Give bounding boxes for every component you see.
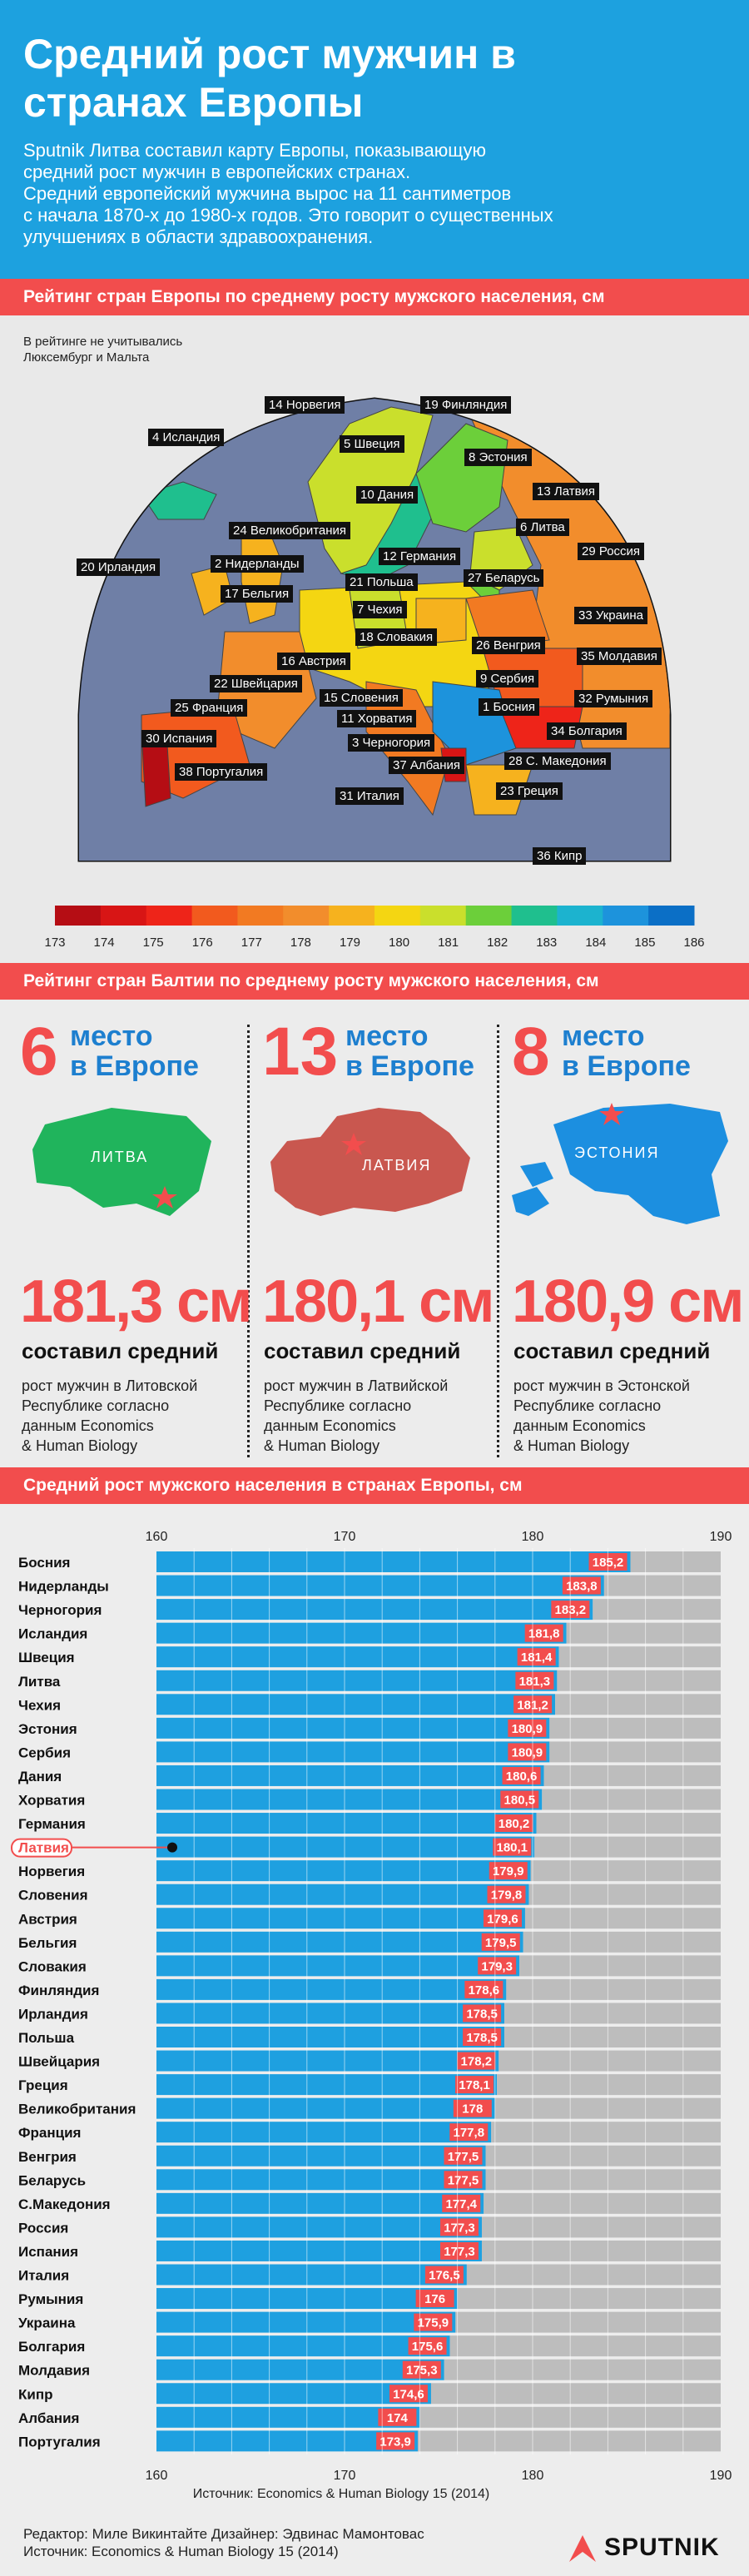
bar — [156, 1741, 549, 1762]
map-label: 15 Словения — [320, 689, 403, 707]
bar — [156, 1837, 534, 1858]
bar-remainder — [491, 2122, 721, 2142]
bar — [156, 2051, 499, 2072]
category-label: Польша — [18, 2030, 75, 2046]
map-label: 6 Литва — [516, 519, 569, 536]
bar — [156, 2265, 467, 2286]
value-label: 179,5 — [484, 1935, 517, 1950]
map-label: 27 Беларусь — [464, 569, 543, 587]
bar-remainder — [557, 1670, 721, 1691]
bar-remainder — [534, 1837, 721, 1858]
bar-remainder — [486, 2146, 722, 2167]
value-label: 178,5 — [466, 2007, 498, 2022]
value-label: 179,6 — [487, 1912, 518, 1927]
map-label: 13 Латвия — [533, 483, 599, 500]
bar-remainder — [542, 1789, 721, 1810]
bar — [156, 2146, 486, 2167]
scale-swatch — [466, 906, 512, 926]
bar-remainder — [504, 2027, 721, 2047]
map-label: 32 Румыния — [574, 690, 652, 707]
height-value: 180,9 см — [512, 1268, 743, 1335]
bar-remainder — [519, 1955, 721, 1976]
map-label: 31 Италия — [335, 787, 404, 805]
bar-remainder — [458, 2288, 721, 2309]
bar — [156, 1884, 528, 1905]
map-label: 1 Босния — [479, 698, 539, 716]
scale-swatch — [329, 906, 374, 926]
bar — [156, 1979, 506, 2000]
bar-remainder — [559, 1646, 721, 1667]
x-tick-label-bottom: 190 — [709, 2468, 732, 2483]
value-label: 174 — [386, 2410, 408, 2425]
bar-remainder — [444, 2360, 721, 2380]
scale-label: 174 — [93, 936, 115, 950]
scale-swatch — [283, 906, 329, 926]
category-label: Сербия — [18, 1745, 71, 1761]
category-label: Кипр — [18, 2386, 53, 2403]
desc-line: данным Economics — [264, 1417, 396, 1434]
bar-remainder — [593, 1599, 721, 1620]
rank-number: 6 — [20, 1014, 58, 1089]
baltic-card-estonia — [512, 1000, 749, 1467]
category-label: Чехия — [18, 1697, 61, 1714]
bar-remainder — [525, 1908, 721, 1928]
desc-line: рост мужчин в Эстонской — [513, 1377, 690, 1394]
value-label: 178 — [462, 2102, 484, 2117]
bar — [156, 1670, 557, 1691]
map-label: 3 Черногория — [348, 734, 434, 752]
category-label: Норвегия — [18, 1864, 86, 1880]
rank-region: в Европе — [70, 1050, 199, 1082]
rank-text — [562, 1021, 691, 1081]
height-caption: составил средний — [513, 1338, 711, 1363]
map-label: 37 Албания — [389, 757, 464, 774]
category-label: Италия — [18, 2267, 70, 2284]
x-tick-label-bottom: 160 — [145, 2468, 168, 2483]
bar — [156, 1765, 544, 1786]
bar-remainder — [486, 2169, 722, 2190]
credits-line: Редактор: Миле Викинтайте Дизайнер: Эдвинас Мамонтовас — [23, 2526, 424, 2542]
rank-region: в Европе — [562, 1050, 691, 1082]
bar — [156, 2360, 444, 2380]
category-label: Словакия — [18, 1958, 87, 1975]
category-label: Латвия — [18, 1839, 69, 1856]
map-label: 38 Португалия — [175, 763, 267, 781]
map-color-scale — [55, 906, 695, 926]
intro-line: улучшениях в области здравоохранения. — [23, 226, 374, 247]
map-label: 11 Хорватия — [337, 710, 416, 727]
logo-text: SPUTNIK — [604, 2534, 720, 2561]
chart-banner: Средний рост мужского населения в странах Европы, см — [0, 1467, 749, 1504]
value-label: 177,5 — [447, 2173, 479, 2188]
map-note-line: В рейтинге не учитывались — [23, 335, 183, 349]
x-tick-label-top: 170 — [333, 1530, 356, 1544]
bar-remainder — [523, 1932, 721, 1953]
sputnik-logo-icon — [566, 2530, 599, 2564]
highlight-dot — [167, 1843, 177, 1853]
height-value: 180,1 см — [262, 1268, 494, 1335]
credits-line: Источник: Economics & Human Biology 15 (2014) — [23, 2544, 339, 2559]
bar-remainder — [467, 2265, 721, 2286]
category-label: Бельгия — [18, 1934, 77, 1951]
bar-remainder — [450, 2335, 721, 2356]
category-label: Словения — [18, 1887, 88, 1903]
chart-section — [0, 1504, 749, 2514]
height-description — [513, 1376, 738, 1456]
scale-swatch — [101, 906, 146, 926]
intro-line: средний рост мужчин в европейских странах. — [23, 161, 411, 182]
scale-swatch — [146, 906, 192, 926]
bar — [156, 2241, 482, 2261]
bar — [156, 1860, 531, 1881]
height-caption: составил средний — [264, 1338, 461, 1363]
category-label: Великобритания — [18, 2101, 136, 2117]
map-banner: Рейтинг стран Европы по среднему росту мужского населения, см — [0, 279, 749, 315]
bar — [156, 1789, 542, 1810]
country-name: ЛАТВИЯ — [362, 1157, 432, 1174]
bar-remainder — [431, 2383, 721, 2404]
desc-line: Республике согласно — [513, 1397, 662, 1414]
bar-remainder — [497, 2074, 721, 2095]
map-label: 4 Исландия — [148, 429, 224, 446]
value-label: 180,6 — [505, 1769, 538, 1784]
category-label: Хорватия — [18, 1792, 86, 1809]
value-label: 174,6 — [393, 2387, 424, 2402]
scale-label: 185 — [634, 936, 656, 950]
bar-remainder — [549, 1741, 721, 1762]
intro-text — [23, 140, 706, 248]
value-label: 177,3 — [444, 2244, 475, 2259]
bar-remainder — [537, 1813, 721, 1834]
map-label: 10 Дания — [356, 486, 418, 504]
bar — [156, 2169, 486, 2190]
bar — [156, 2193, 484, 2214]
scale-swatch — [420, 906, 466, 926]
credits — [23, 2525, 424, 2560]
rank-text — [345, 1021, 474, 1081]
scale-label: 180 — [389, 936, 410, 950]
map-label: 30 Испания — [141, 730, 216, 747]
bar-remainder — [506, 1979, 721, 2000]
desc-line: & Human Biology — [264, 1437, 380, 1454]
chart-source: Источник: Economics & Human Biology 15 (2014) — [192, 2486, 490, 2501]
footer — [0, 2514, 749, 2576]
height-description — [264, 1376, 489, 1456]
value-label: 176,5 — [429, 2268, 460, 2283]
map-label: 21 Польша — [345, 573, 418, 591]
bar — [156, 2003, 504, 2023]
map-label: 36 Кипр — [533, 847, 586, 865]
rank-number: 8 — [512, 1014, 550, 1089]
desc-line: & Human Biology — [513, 1437, 630, 1454]
scale-swatch — [512, 906, 558, 926]
bar-remainder — [555, 1694, 721, 1715]
value-label: 177,5 — [447, 2149, 479, 2164]
desc-line: Республике согласно — [264, 1397, 412, 1414]
value-label: 179,9 — [492, 1864, 524, 1879]
value-label: 179,8 — [490, 1888, 523, 1903]
value-label: 180,9 — [511, 1721, 543, 1736]
value-label: 178,5 — [466, 2031, 498, 2045]
value-label: 176 — [424, 2292, 446, 2307]
x-tick-label-top: 180 — [521, 1530, 544, 1544]
category-label: Испания — [18, 2243, 79, 2260]
latvia-map — [262, 1091, 487, 1241]
value-label: 175,3 — [406, 2363, 438, 2378]
baltic-card-lithuania — [20, 1000, 261, 1467]
bar — [156, 2074, 497, 2095]
category-label: Эстония — [18, 1720, 77, 1737]
height-value: 181,3 см — [20, 1268, 251, 1335]
value-label: 181,8 — [528, 1626, 560, 1641]
x-tick-label-top: 190 — [709, 1530, 732, 1544]
rank-place: место — [345, 1020, 429, 1052]
map-label: 5 Швеция — [340, 435, 404, 453]
category-label: Литва — [18, 1673, 61, 1690]
x-tick-label-bottom: 170 — [333, 2468, 356, 2483]
map-label: 22 Швейцария — [210, 675, 302, 692]
country-name: ЭСТОНИЯ — [574, 1144, 660, 1161]
bar — [156, 1955, 519, 1976]
value-label: 178,6 — [468, 1983, 500, 1998]
height-caption: составил средний — [22, 1338, 219, 1363]
bar — [156, 1908, 525, 1928]
category-label: Болгария — [18, 2339, 86, 2355]
baltic-banner: Рейтинг стран Балтии по среднему росту мужского населения, см — [0, 963, 749, 1000]
intro-line: Sputnik Литва составил карту Европы, показывающую — [23, 140, 487, 161]
value-label: 180,5 — [503, 1793, 536, 1808]
map-label: 33 Украина — [574, 607, 647, 624]
scale-label: 182 — [487, 936, 508, 950]
value-label: 178,2 — [460, 2054, 493, 2069]
baltic-card-latvia — [262, 1000, 503, 1467]
map-label: 26 Венгрия — [472, 637, 545, 654]
value-label: 178,1 — [459, 2078, 490, 2093]
rank-place: место — [562, 1020, 645, 1052]
bar-chart — [0, 1504, 749, 2514]
bar — [156, 1813, 537, 1834]
bar-remainder — [528, 1884, 721, 1905]
category-label: Беларусь — [18, 2172, 87, 2189]
category-label: Босния — [18, 1555, 71, 1571]
country-name: ЛИТВА — [91, 1149, 149, 1165]
category-label: Португалия — [18, 2434, 101, 2450]
bar-remainder — [418, 2430, 721, 2451]
value-label: 175,6 — [411, 2340, 444, 2355]
category-label: Венгрия — [18, 2148, 77, 2165]
map-label: 23 Греция — [496, 782, 563, 800]
estonia-map — [503, 1091, 737, 1241]
lithuania-map — [20, 1091, 236, 1241]
value-label: 181,3 — [518, 1674, 551, 1689]
scale-label: 183 — [536, 936, 558, 950]
value-label: 180,9 — [511, 1745, 543, 1760]
scale-label: 177 — [241, 936, 262, 950]
bar-remainder — [549, 1718, 721, 1739]
scale-label: 186 — [683, 936, 705, 950]
map-label: 18 Словакия — [355, 628, 437, 646]
bar-remainder — [531, 1860, 721, 1881]
page-title: Средний рост мужчин в странах Европы — [23, 31, 516, 126]
category-label: Швейцария — [18, 2053, 101, 2070]
bar — [156, 1718, 549, 1739]
map-label: 20 Ирландия — [77, 558, 160, 576]
value-label: 181,2 — [517, 1698, 548, 1713]
bar — [156, 2122, 491, 2142]
desc-line: данным Economics — [513, 1417, 646, 1434]
bar-remainder — [567, 1623, 721, 1644]
value-label: 173,9 — [379, 2435, 411, 2449]
value-label: 181,4 — [520, 1650, 553, 1665]
value-label: 180,1 — [496, 1840, 528, 1855]
intro-line: Средний европейский мужчина вырос на 11 сантиметров — [23, 183, 512, 204]
value-label: 177,8 — [453, 2126, 485, 2141]
bar-remainder — [631, 1551, 721, 1572]
map-label: 2 Нидерланды — [211, 555, 304, 573]
category-label: Германия — [18, 1816, 86, 1833]
value-label: 183,8 — [566, 1579, 598, 1594]
bar — [156, 1646, 559, 1667]
category-label: Румыния — [18, 2291, 84, 2308]
category-label: Россия — [18, 2220, 69, 2236]
scale-swatch — [55, 906, 101, 926]
map-label: 7 Чехия — [353, 601, 407, 618]
sputnik-logo — [566, 2530, 732, 2564]
desc-line: Республике согласно — [22, 1397, 170, 1414]
scale-label: 173 — [44, 936, 66, 950]
scale-swatch — [603, 906, 648, 926]
x-tick-label-top: 160 — [145, 1530, 168, 1544]
map-label: 28 С. Македония — [504, 752, 611, 770]
map-label: 9 Сербия — [476, 670, 538, 687]
value-label: 177,4 — [445, 2196, 478, 2211]
x-tick-label-bottom: 180 — [521, 2468, 544, 2483]
map-label: 29 Россия — [578, 543, 644, 560]
category-label: Дания — [18, 1768, 62, 1784]
map-note — [23, 334, 223, 365]
scale-label: 184 — [585, 936, 607, 950]
scale-label: 176 — [191, 936, 213, 950]
bar — [156, 1932, 523, 1953]
category-label: С.Македония — [18, 2196, 111, 2212]
desc-line: рост мужчин в Латвийской — [264, 1377, 449, 1394]
category-label: Греция — [18, 2077, 68, 2094]
map-note-line: Люксембург и Мальта — [23, 350, 150, 365]
category-label: Ирландия — [18, 2006, 88, 2023]
map-label: 16 Австрия — [277, 653, 350, 670]
map-label: 25 Франция — [171, 699, 247, 717]
bar — [156, 2098, 495, 2119]
value-label: 177,3 — [444, 2221, 475, 2236]
category-label: Молдавия — [18, 2362, 90, 2379]
rank-place: место — [70, 1020, 153, 1052]
bar-remainder — [499, 2051, 721, 2072]
map-label: 34 Болгария — [547, 722, 627, 740]
value-label: 180,2 — [498, 1817, 530, 1832]
scale-swatch — [374, 906, 420, 926]
category-label: Исландия — [18, 1626, 88, 1642]
map-label: 24 Великобритания — [229, 522, 350, 539]
bar — [156, 2216, 482, 2237]
value-label: 185,2 — [592, 1556, 624, 1570]
scale-label: 181 — [438, 936, 459, 950]
category-label: Швеция — [18, 1650, 75, 1666]
category-label: Финляндия — [18, 1982, 100, 1998]
value-label: 175,9 — [417, 2315, 449, 2330]
desc-line: данным Economics — [22, 1417, 154, 1434]
category-label: Австрия — [18, 1911, 77, 1928]
header — [0, 0, 749, 279]
map-label: 8 Эстония — [464, 449, 532, 466]
scale-label: 178 — [290, 936, 311, 950]
height-description — [22, 1376, 246, 1456]
scale-swatch — [557, 906, 603, 926]
rank-text — [70, 1021, 199, 1081]
category-label: Нидерланды — [18, 1578, 109, 1595]
category-label: Черногория — [18, 1602, 102, 1619]
bar — [156, 1576, 604, 1596]
bar — [156, 1551, 631, 1572]
category-label: Франция — [18, 2125, 82, 2142]
value-label: 179,3 — [481, 1959, 513, 1974]
bar-remainder — [504, 2003, 721, 2023]
scale-swatch — [192, 906, 238, 926]
map-label: 19 Финляндия — [420, 396, 511, 414]
desc-line: & Human Biology — [22, 1437, 138, 1454]
map-label: 12 Германия — [379, 548, 460, 565]
bar — [156, 2027, 504, 2047]
rank-number: 13 — [262, 1014, 339, 1089]
category-label: Украина — [18, 2315, 76, 2331]
map-label: 35 Молдавия — [577, 648, 662, 665]
bar — [156, 1623, 567, 1644]
bar-remainder — [484, 2193, 721, 2214]
bar-remainder — [604, 1576, 721, 1596]
scale-swatch — [237, 906, 283, 926]
bar — [156, 2335, 450, 2356]
bar-remainder — [482, 2241, 721, 2261]
desc-line: рост мужчин в Литовской — [22, 1377, 198, 1394]
baltic-section — [0, 1000, 749, 1467]
scale-label: 179 — [339, 936, 360, 950]
bar — [156, 1599, 593, 1620]
intro-line: с начала 1870-х до 1980-х годов. Это говорит о существенных — [23, 205, 553, 226]
rank-region: в Европе — [345, 1050, 474, 1082]
scale-label: 175 — [142, 936, 164, 950]
bar-remainder — [482, 2216, 721, 2237]
map-label: 14 Норвегия — [265, 396, 345, 414]
map-label: 17 Бельгия — [221, 585, 293, 603]
category-label: Албания — [18, 2410, 80, 2426]
value-label: 183,2 — [554, 1603, 587, 1618]
map-section — [0, 315, 749, 963]
bar — [156, 2312, 455, 2333]
scale-swatch — [648, 906, 694, 926]
